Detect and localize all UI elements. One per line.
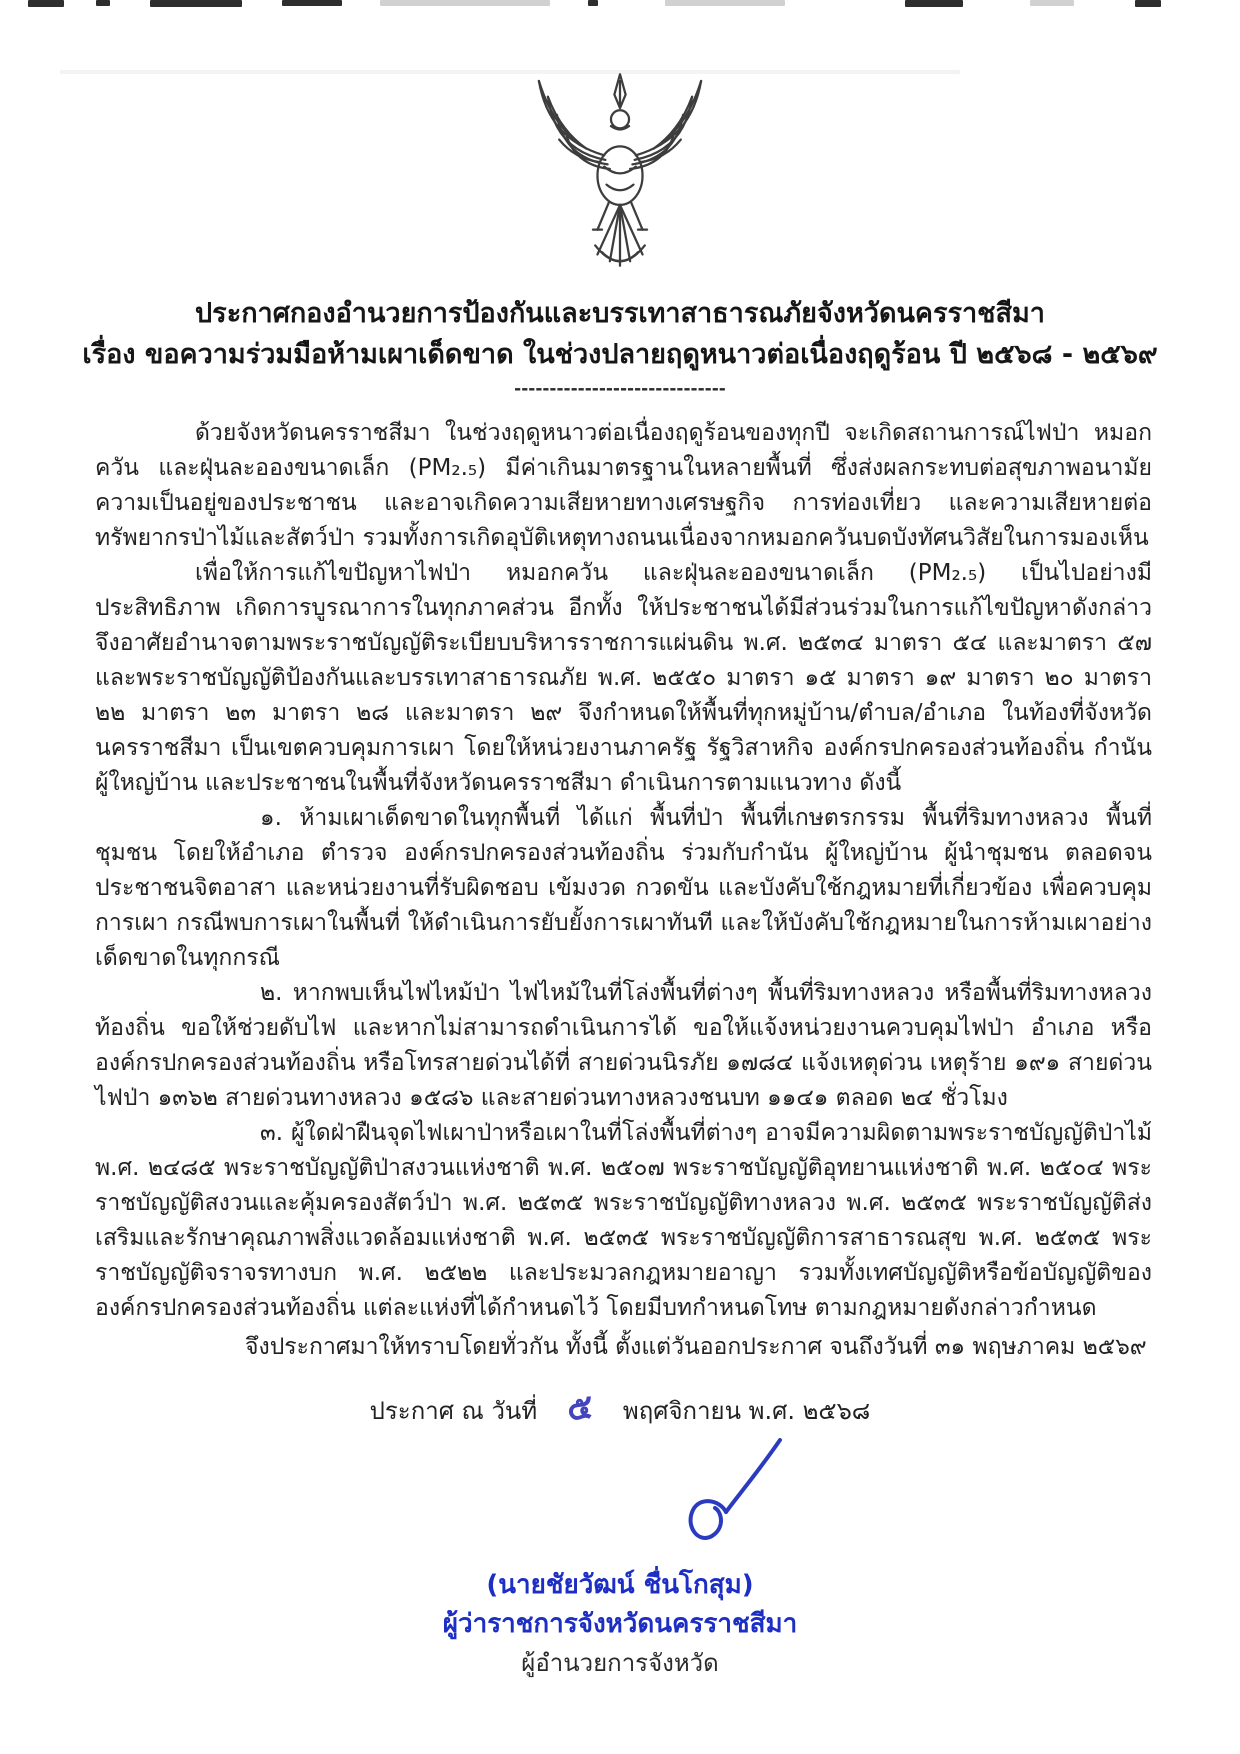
doc-subject: เรื่อง ขอความร่วมมือห้ามเผาเด็ดขาด ในช่วงปลายฤดูหนาวต่อเนื่องฤดูร้อน ปี ๒๕๖๘ - ๒๕๖๙: [82, 339, 1158, 370]
scan-artifact: [96, 0, 110, 6]
announcement-date-line: [0, 1386, 1240, 1430]
date-prefix-label: ประกาศ ณ วันที่: [369, 1397, 538, 1425]
document-body: [95, 416, 1152, 1365]
scan-artifact: [282, 0, 342, 6]
signatory-role: ผู้อำนวยการจังหวัด: [521, 1649, 719, 1677]
paragraph-closing: จึงประกาศมาให้ทราบโดยทั่วกัน ทั้งนี้ ตั้งแต่วันออกประกาศ จนถึงวันที่ ๓๑ พฤษภาคม ๒๕๖๙: [245, 1334, 1147, 1360]
scan-artifact: [28, 0, 64, 7]
scan-artifact: [60, 70, 960, 74]
dashed-separator: ------------------------------: [514, 379, 726, 399]
signatory-name: (นายชัยวัฒน์ ชื่นโกสุม): [486, 1570, 754, 1600]
scan-artifact: [1135, 0, 1161, 7]
paragraph-authority: เพื่อให้การแก้ไขปัญหาไฟป่า หมอกควัน และฝุ่นละอองขนาดเล็ก (PM₂.₅) เป็นไปอย่างมีประสิทธิภาพ เกิดการบูรณาการในทุกภาคส่วน อีกทั้ง ให้ประชาชนได้มีส่วนร่วมในการแก้ไขปัญหาดังกล่าว จึงอาศัยอำนาจตามพระราชบัญญัติระเบียบบริหารราชการแผ่นดิน พ.ศ. ๒๕๓๔ มาตรา ๕๔ และมาตรา ๕๗ และพระราชบัญญัติป้องกันและบรรเทาสาธารณภัย พ.ศ. ๒๕๕๐ มาตรา ๑๕ มาตรา ๑๙ มาตรา ๒๐ มาตรา ๒๒ มาตรา ๒๓ มาตรา ๒๘ และมาตรา ๒๙ จึงกำหนดให้พื้นที่ทุกหมู่บ้าน/ตำบล/อำเภอ ในท้องที่จังหวัดนครราชสีมา เป็นเขตควบคุมการเผา โดยให้หน่วยงานภาครัฐ รัฐวิสาหกิจ องค์กรปกครองส่วนท้องถิ่น กำนัน ผู้ใหญ่บ้าน และประชาชนในพื้นที่จังหวัดนครราชสีมา ดำเนินการตามแนวทาง ดังนี้: [95, 560, 1152, 796]
scan-artifact: [588, 0, 598, 6]
scan-artifact: [905, 0, 963, 7]
paragraph-item-3: ๓. ผู้ใดฝ่าฝืนจุดไฟเผาป่าหรือเผาในที่โล่งพื้นที่ต่างๆ อาจมีความผิดตามพระราชบัญญัติป่าไม้ พ.ศ. ๒๔๘๕ พระราชบัญญัติป่าสงวนแห่งชาติ พ.ศ. ๒๕๐๗ พระราชบัญญัติอุทยานแห่งชาติ พ.ศ. ๒๕๐๔ พระราชบัญญัติสงวนและคุ้มครองสัตว์ป่า พ.ศ. ๒๕๓๕ พระราชบัญญัติทางหลวง พ.ศ. ๒๕๓๕ พระราชบัญญัติส่งเสริมและรักษาคุณภาพสิ่งแวดล้อมแห่งชาติ พ.ศ. ๒๕๓๕ พระราชบัญญัติการสาธารณสุข พ.ศ. ๒๕๓๕ พระราชบัญญัติจราจรทางบก พ.ศ. ๒๕๒๒ และประมวลกฎหมายอาญา รวมทั้งเทศบัญญัติหรือข้อบัญญัติขององค์กรปกครองส่วนท้องถิ่น แต่ละแห่งที่ได้กำหนดไว้ โดยมีบทกำหนดโทษ ตามกฎหมายดังกล่าวกำหนด: [95, 1120, 1152, 1321]
signature-block: [0, 1434, 1240, 1682]
date-suffix-label: พฤศจิกายน พ.ศ. ๒๕๖๘: [622, 1397, 871, 1425]
scan-artifact: [665, 0, 785, 6]
handwritten-day: ๕: [565, 1386, 595, 1430]
garuda-emblem-icon: [495, 72, 745, 286]
paragraph-item-2: ๒. หากพบเห็นไฟไหม้ป่า ไฟไหม้ในที่โล่งพื้นที่ต่างๆ พื้นที่ริมทางหลวง หรือพื้นที่ริมทางหลวงท้องถิ่น ขอให้ช่วยดับไฟ และหากไม่สามารถดำเนินการได้ ขอให้แจ้งหน่วยงานควบคุมไฟป่า อำเภอ หรือองค์กรปกครองส่วนท้องถิ่น หรือโทรสายด่วนได้ที่ สายด่วนนิรภัย ๑๗๘๔ แจ้งเหตุด่วน เหตุร้าย ๑๙๑ สายด่วนไฟป่า ๑๓๖๒ สายด่วนทางหลวง ๑๕๘๖ และสายด่วนทางหลวงชนบท ๑๑๔๑ ตลอด ๒๔ ชั่วโมง: [95, 980, 1152, 1111]
signature-ink-icon: [0, 1434, 1240, 1566]
doc-title: ประกาศกองอำนวยการป้องกันและบรรเทาสาธารณภัยจังหวัดนครราชสีมา: [195, 298, 1045, 329]
paragraph-background: ด้วยจังหวัดนครราชสีมา ในช่วงฤดูหนาวต่อเนื่องฤดูร้อนของทุกปี จะเกิดสถานการณ์ไฟป่า หมอกควัน และฝุ่นละอองขนาดเล็ก (PM₂.₅) มีค่าเกินมาตรฐานในหลายพื้นที่ ซึ่งส่งผลกระทบต่อสุขภาพอนามัย ความเป็นอยู่ของประชาชน และอาจเกิดความเสียหายทางเศรษฐกิจ การท่องเที่ยว และความเสียหายต่อทรัพยากรป่าไม้และสัตว์ป่า รวมทั้งการเกิดอุบัติเหตุทางถนนเนื่องจากหมอกควันบดบังทัศนวิสัยในการมองเห็น: [95, 420, 1152, 551]
scan-artifact: [380, 0, 550, 6]
signatory-title: ผู้ว่าราชการจังหวัดนครราชสีมา: [442, 1609, 798, 1639]
scan-artifact: [150, 0, 242, 7]
scan-artifact: [1030, 0, 1074, 6]
paragraph-item-1: ๑. ห้ามเผาเด็ดขาดในทุกพื้นที่ ได้แก่ พื้นที่ป่า พื้นที่เกษตรกรรม พื้นที่ริมทางหลวง พื้นที่ชุมชน โดยให้อำเภอ ตำรวจ องค์กรปกครองส่วนท้องถิ่น ร่วมกับกำนัน ผู้ใหญ่บ้าน ผู้นำชุมชน ตลอดจนประชาชนจิตอาสา และหน่วยงานที่รับผิดชอบ เข้มงวด กวดขัน และบังคับใช้กฎหมายที่เกี่ยวข้อง เพื่อควบคุมการเผา กรณีพบการเผาในพื้นที่ ให้ดำเนินการยับยั้งการเผาทันที และให้บังคับใช้กฎหมายในการห้ามเผาอย่างเด็ดขาดในทุกกรณี: [95, 805, 1152, 971]
